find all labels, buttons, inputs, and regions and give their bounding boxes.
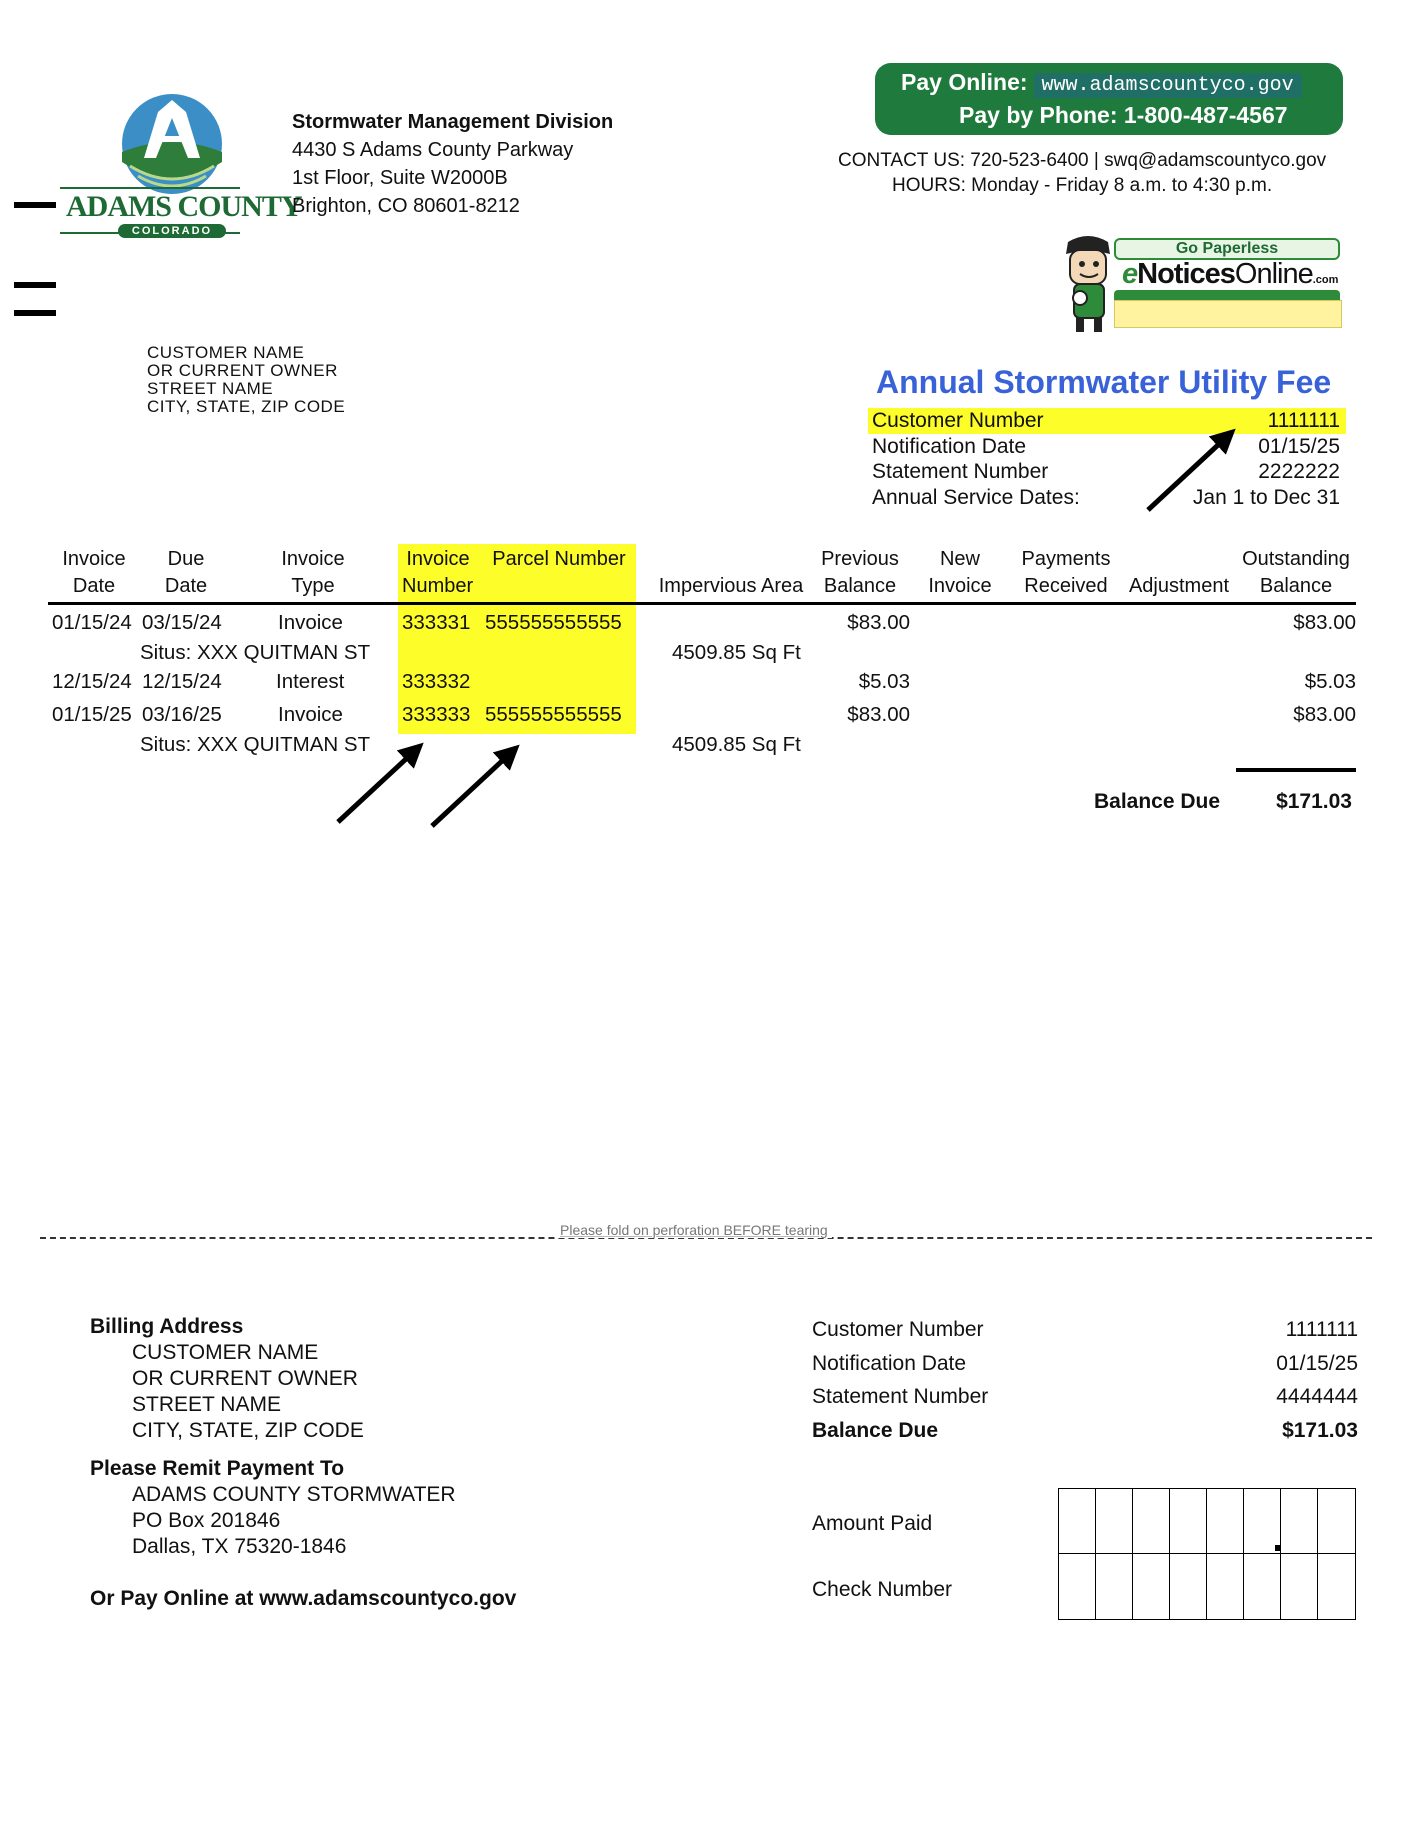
decimal-point (1275, 1545, 1281, 1551)
header-parcel-number: Parcel Number (492, 548, 626, 570)
logo-name: ADAMS COUNTY (66, 190, 302, 223)
stub-row-notification-date: Notification Date 01/15/25 (812, 1351, 1358, 1375)
cell-invoice-number: 333332 (402, 670, 471, 693)
cell-outstanding-balance: $5.03 (1304, 670, 1356, 693)
billing-line: CUSTOMER NAME (132, 1341, 319, 1364)
division-address-line: 4430 S Adams County Parkway (292, 139, 574, 161)
cell-parcel-number: 555555555555 (485, 611, 622, 634)
summary-row-notification-date: Notification Date 01/15/25 (872, 434, 1340, 458)
billing-line: CITY, STATE, ZIP CODE (132, 1419, 364, 1442)
cell-previous-balance: $83.00 (847, 611, 910, 634)
header-impervious-area: Impervious Area (658, 575, 804, 597)
cell-outstanding-balance: $83.00 (1293, 611, 1356, 634)
arrow-to-parcel-number (432, 748, 516, 826)
arrow-to-invoice-number (338, 746, 420, 822)
perforation-note: Please fold on perforation BEFORE tearing (556, 1222, 832, 1238)
pay-online-url[interactable]: www.adamscountyco.gov (1034, 73, 1302, 98)
contact-line: CONTACT US: 720-523-6400 | swq@adamscountyco.gov (838, 150, 1327, 171)
cell-outstanding-balance: $83.00 (1293, 703, 1356, 726)
balance-due-label: Balance Due (1094, 790, 1221, 813)
amount-paid-field[interactable] (1059, 1489, 1355, 1554)
cell-invoice-date: 01/15/25 (52, 703, 132, 726)
cell-situs: Situs: XXX QUITMAN ST (140, 733, 371, 756)
cell-previous-balance: $5.03 (858, 670, 910, 693)
header-adjustment: Adjustment (1128, 575, 1230, 597)
check-number-label: Check Number (812, 1578, 953, 1601)
pay-phone-line: Pay by Phone: 1-800-487-4567 (959, 102, 1288, 128)
cell-situs: Situs: XXX QUITMAN ST (140, 641, 371, 664)
pay-online-note: Or Pay Online at www.adamscountyco.gov (90, 1587, 517, 1610)
fee-title: Annual Stormwater Utility Fee (876, 364, 1332, 400)
header-invoice-date: Invoice Date (62, 548, 126, 597)
logo-state: COLORADO (118, 224, 226, 238)
remit-line: PO Box 201846 (132, 1509, 281, 1532)
cell-invoice-date: 12/15/24 (52, 670, 132, 693)
check-number-field[interactable] (1059, 1554, 1355, 1619)
remit-heading: Please Remit Payment To (90, 1457, 345, 1480)
division-address-line: 1st Floor, Suite W2000B (292, 167, 508, 189)
cell-due-date: 12/15/24 (142, 670, 222, 693)
payment-entry-grid (1058, 1488, 1356, 1620)
billing-heading: Billing Address (90, 1315, 244, 1338)
division-address-line: Brighton, CO 80601-8212 (292, 195, 520, 217)
cell-invoice-type: Invoice (278, 703, 343, 726)
customer-address-line: CITY, STATE, ZIP CODE (147, 397, 346, 416)
pay-online-label: Pay Online: (901, 69, 1028, 95)
amount-paid-label: Amount Paid (812, 1512, 933, 1535)
header-new-invoice: New Invoice (928, 548, 992, 597)
billing-line: STREET NAME (132, 1393, 281, 1416)
division-name: Stormwater Management Division (292, 111, 614, 133)
header-due-date: Due Date (164, 548, 208, 597)
cell-previous-balance: $83.00 (847, 703, 910, 726)
cell-parcel-number: 555555555555 (485, 703, 622, 726)
remit-line: ADAMS COUNTY STORMWATER (132, 1483, 456, 1506)
annotation-arrows (0, 0, 1414, 840)
summary-row-statement-number: Statement Number 2222222 (872, 460, 1340, 483)
cell-impervious-area: 4509.85 Sq Ft (672, 641, 801, 664)
billing-line: OR CURRENT OWNER (132, 1367, 358, 1390)
enotices-logo: eNoticesOnline.com (1122, 258, 1339, 290)
cell-impervious-area: 4509.85 Sq Ft (672, 733, 801, 756)
cell-invoice-type: Invoice (278, 611, 343, 634)
summary-row-customer-number: Customer Number 1111111 (868, 408, 1346, 434)
arrow-to-customer-number (1148, 432, 1232, 510)
customer-address-line: STREET NAME (147, 379, 274, 398)
cell-due-date: 03/16/25 (142, 703, 222, 726)
cell-due-date: 03/15/24 (142, 611, 222, 634)
stub-row-statement-number: Statement Number 4444444 (812, 1385, 1358, 1408)
summary-row-service-dates: Annual Service Dates: Jan 1 to Dec 31 (872, 485, 1340, 509)
stub-row-balance-due: Balance Due $171.03 (812, 1418, 1358, 1442)
customer-address-line: CUSTOMER NAME (147, 343, 305, 362)
header-invoice-number: Invoice Number (402, 548, 474, 597)
header-outstanding-balance: Outstanding Balance (1242, 548, 1350, 597)
customer-address-line: OR CURRENT OWNER (147, 361, 338, 380)
hours-line: HOURS: Monday - Friday 8 a.m. to 4:30 p.m. (892, 175, 1273, 196)
header-invoice-type: Invoice Type (281, 548, 345, 597)
cell-invoice-date: 01/15/24 (52, 611, 132, 634)
stub-row-customer-number: Customer Number 1111111 (812, 1318, 1358, 1341)
cell-invoice-number: 333331 (402, 611, 471, 634)
balance-due-value: $171.03 (1276, 790, 1352, 813)
stub-summary (812, 1313, 1358, 1447)
cell-invoice-type: Interest (276, 670, 345, 693)
remit-line: Dallas, TX 75320-1846 (132, 1535, 347, 1558)
header-previous-balance: Previous Balance (821, 548, 899, 597)
header-payments-received: Payments Received (1021, 548, 1111, 597)
remittance-addresses (90, 1314, 516, 1612)
cell-invoice-number: 333333 (402, 703, 471, 726)
go-paperless-tag: Go Paperless (1114, 238, 1340, 260)
